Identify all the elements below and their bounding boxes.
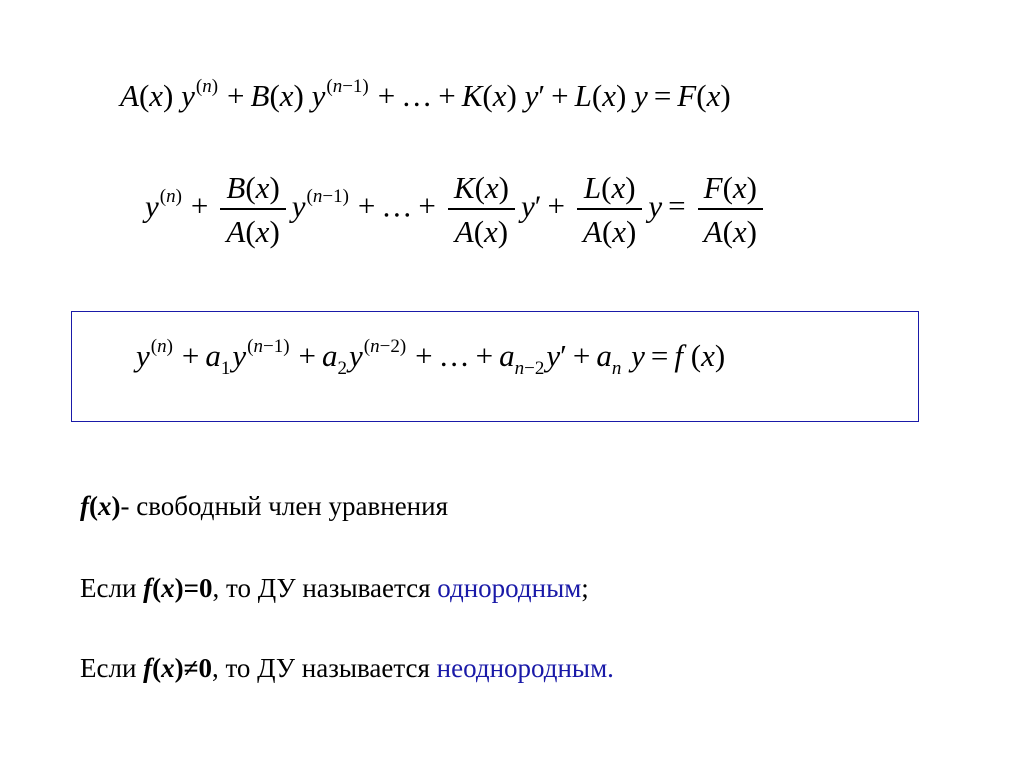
fraction-l-over-a: $\frac{L(x)}{A(x)}$ bbox=[577, 172, 642, 247]
equation-general-form: A(x) $y^{(n)} + B(x) y^{(n-1)}$ + … + K(x) y′ + L(x) y = F(x) bbox=[120, 76, 731, 113]
condition-middle-text: , то ДУ называется bbox=[212, 573, 438, 603]
homogeneous-keyword: однородным bbox=[437, 573, 582, 603]
nonhomogeneous-keyword: неоднородным. bbox=[436, 653, 614, 683]
definition-text: - свободный член уравнения bbox=[120, 491, 448, 521]
condition-not-equals-zero: f(x)≠0 bbox=[143, 653, 212, 683]
fraction-f-over-a: $\frac{F(x)}{A(x)}$ bbox=[698, 172, 763, 247]
condition-equals-zero: f(x)=0 bbox=[143, 573, 213, 603]
definition-line bbox=[80, 491, 448, 522]
fraction-b-over-a: $\frac{B(x)}{A(x)}$ bbox=[220, 172, 285, 247]
homogeneous-condition-line bbox=[80, 573, 589, 604]
line-suffix: ; bbox=[581, 573, 589, 603]
if-word: Если bbox=[80, 653, 144, 683]
fraction-k-over-a: $\frac{K(x)}{A(x)}$ bbox=[448, 172, 515, 247]
equation-standard-form: $y^{(n)} + a_1y^{(n-1)} + a_2y^{(n-2)}$ + … + $a_{n-2}y' + a_n$ y = f (x) bbox=[136, 336, 726, 379]
condition-middle-text: , то ДУ называется bbox=[211, 653, 437, 683]
nonhomogeneous-condition-line bbox=[80, 653, 614, 684]
if-word: Если bbox=[80, 573, 144, 603]
equation-normalized-form: $y^{(n)}$ + $\frac{B(x)}{A(x)}$ $y^{(n-1)}$ + … + $\frac{K(x)}{A(x)}$ y′ + $\frac{L(x)}{A(x)}$ y = $\frac{F(x)}{A(x)}$ bbox=[145, 172, 769, 247]
free-term-symbol: f(x) bbox=[80, 491, 121, 521]
